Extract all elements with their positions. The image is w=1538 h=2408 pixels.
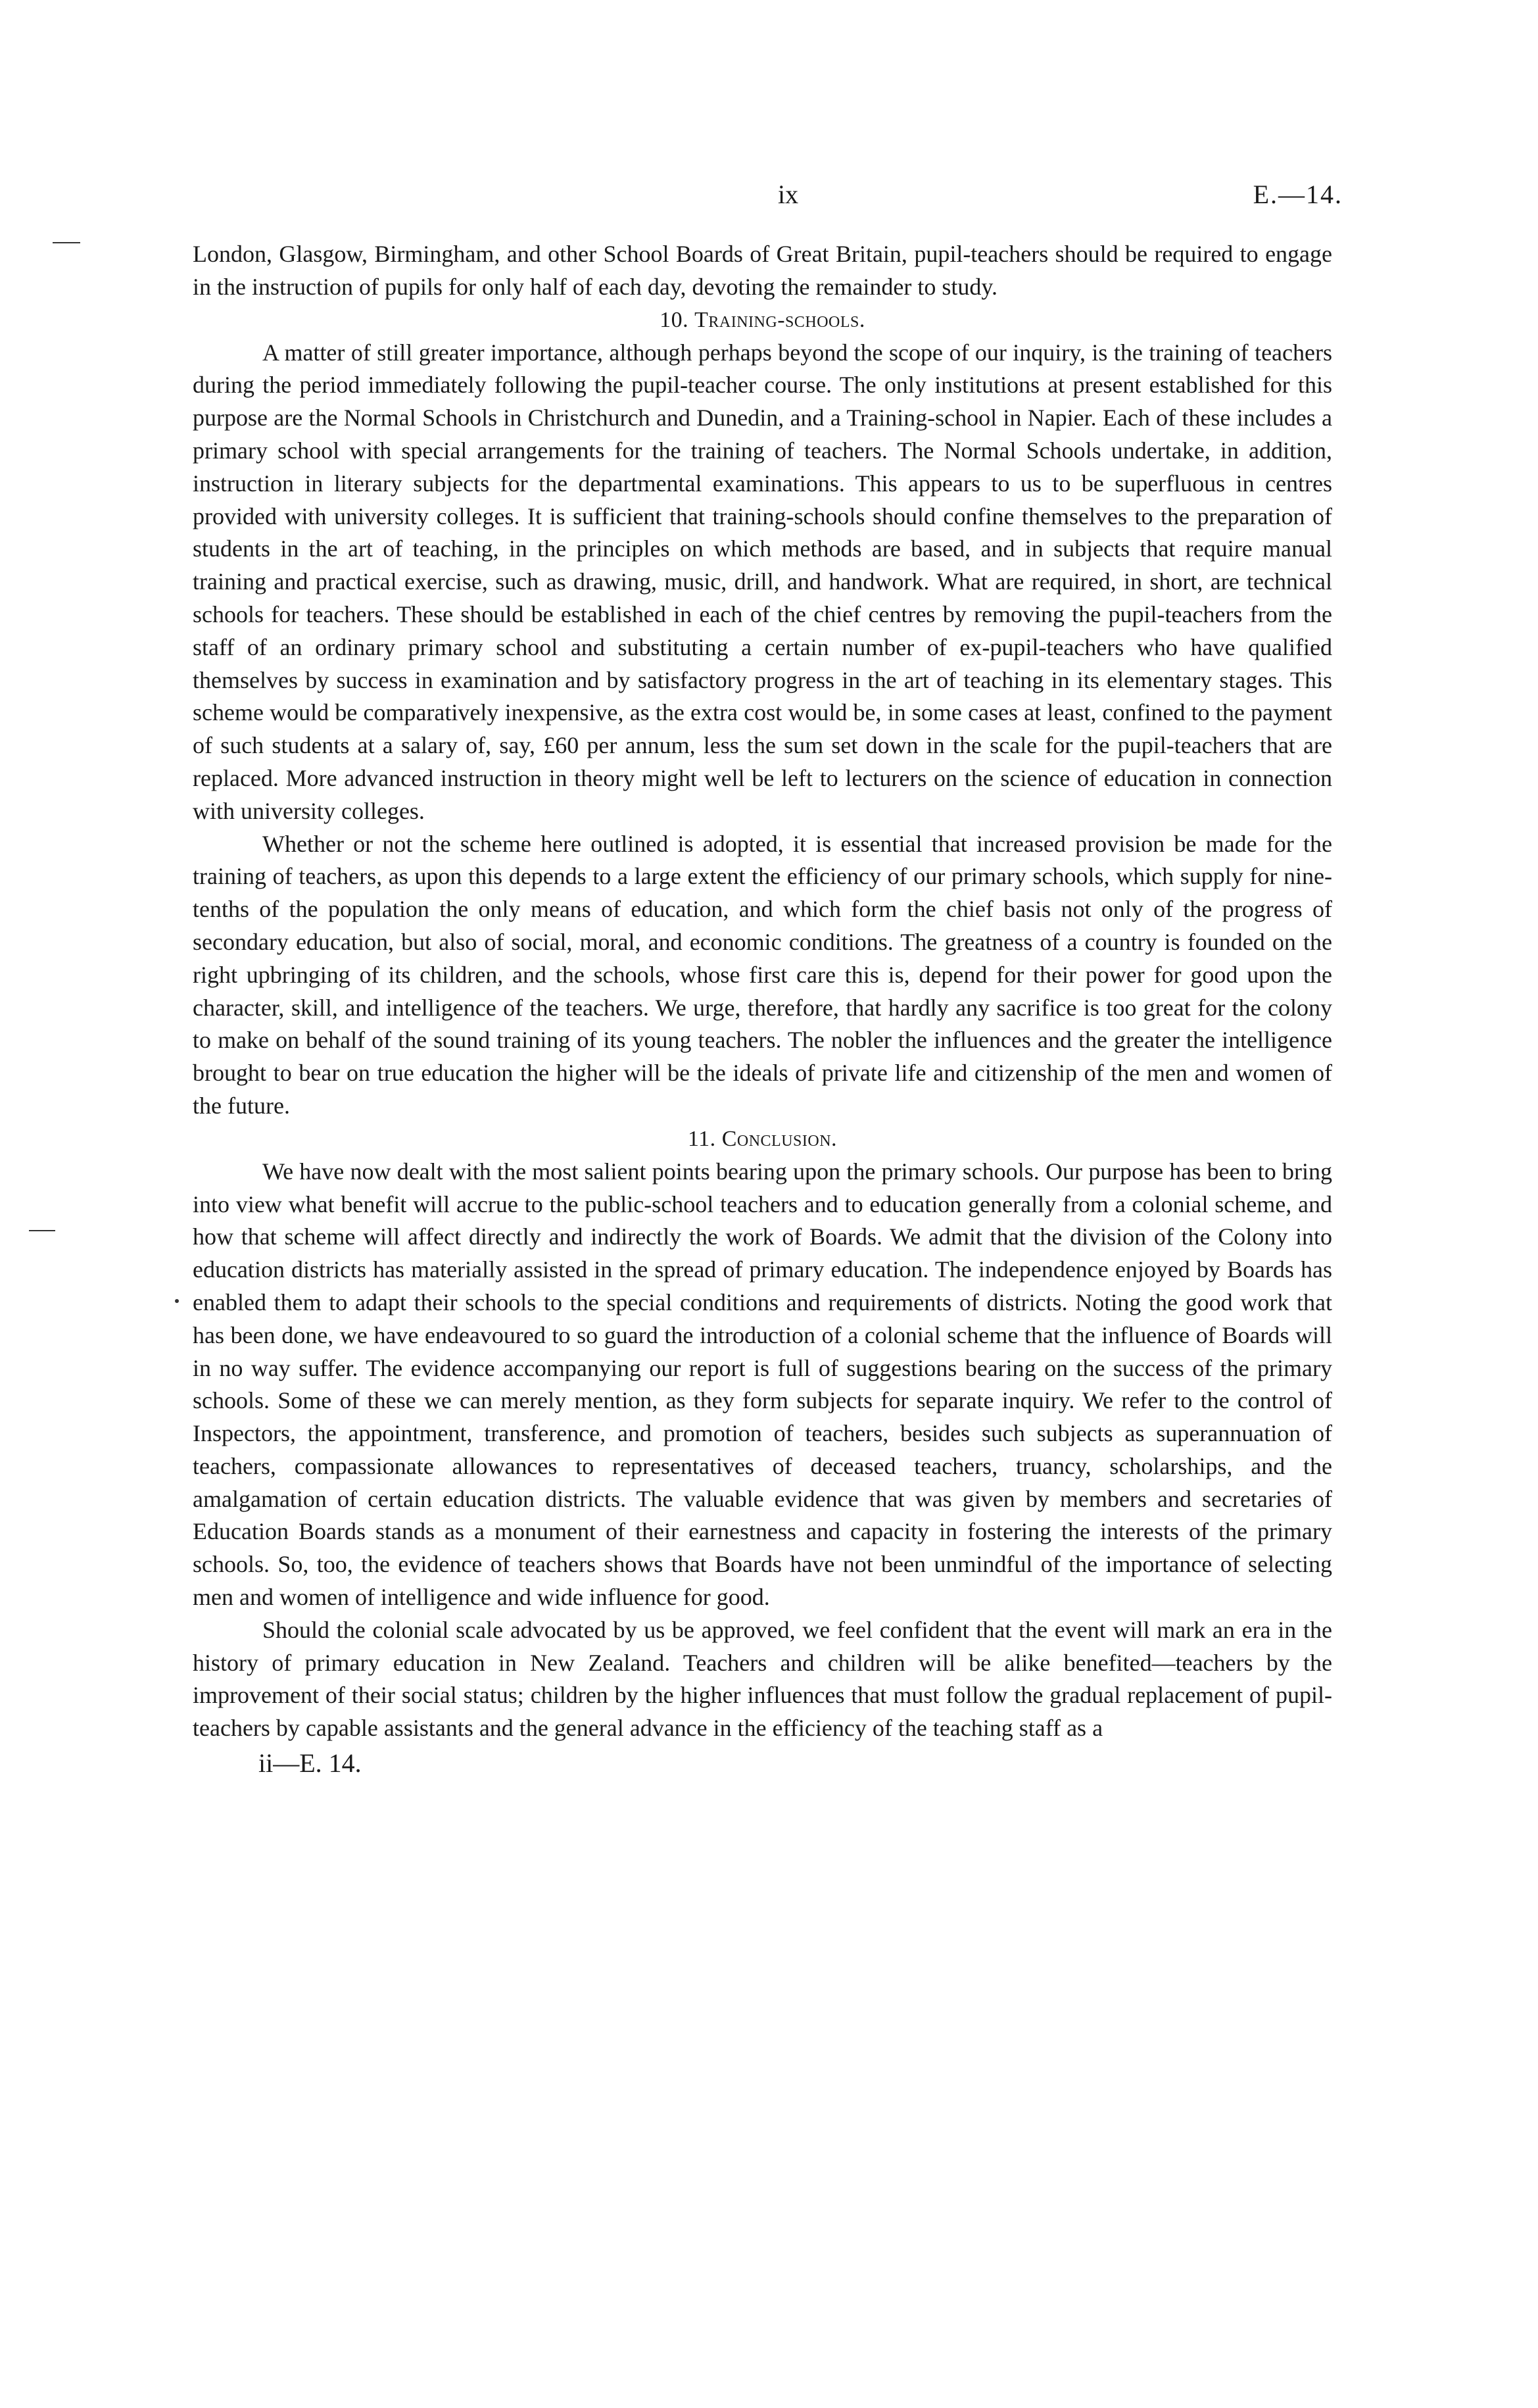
document-reference: E.—14. xyxy=(1253,180,1343,209)
margin-mark-middle xyxy=(29,1230,55,1231)
page-number: ix xyxy=(778,180,799,209)
section-number: 11. xyxy=(687,1126,716,1151)
paragraph-5: Should the colonial scale advocated by us be approved, we feel confident that the event will mark an era in the history of primary education in New Zealand. Teachers and children will be alike benefited—teachers by the improvement of their social status; children by the higher influences that must follow the gradual replacement of pupil-teachers by capable assistants and the general advance in the efficiency of the teaching staff as a xyxy=(193,1616,1332,1742)
section-number: 10. xyxy=(660,307,689,332)
section-title: Training-schools. xyxy=(694,307,865,332)
document-body xyxy=(193,238,1332,1781)
paragraph-2: A matter of still greater importance, although perhaps beyond the scope of our inquiry, is the training of teachers during the period immediately following the pupil-teacher course. The only institutions at present established for this purpose are the Normal Schools in Christchurch and Dunedin, and a Training-school in Napier. Each of these includes a primary school with special arrangements for the training of teachers. The Normal Schools undertake, in addition, instruction in literary subjects for the departmental examinations. This appears to us to be superfluous in centres provided with university colleges. It is sufficient that training-schools should confine themselves to the preparation of students in the art of teaching, in the principles on which methods are based, and in subjects that require manual training and practical exercise, such as drawing, music, drill, and handwork. What are required, in short, are technical schools for teachers. These should be established in each of the chief centres by removing the pupil-teachers from the staff of an ordinary primary school and substituting a certain number of ex-pupil-teachers who have qualified themselves by success in examination and by satisfactory progress in the art of teaching in its elementary stages. This scheme would be comparatively inexpensive, as the extra cost would be, in some cases at least, confined to the payment of such students at a salary of, say, £60 per annum, less the sum set down in the scale for the pupil-teachers that are replaced. More advanced instruction in theory might well be left to lecturers on the science of education in connection with university colleges. xyxy=(193,339,1332,824)
margin-mark-top xyxy=(53,242,80,243)
section-heading-conclusion xyxy=(193,1123,1332,1156)
signature-line: ii—E. 14. xyxy=(258,1748,362,1779)
section-title: Conclusion. xyxy=(721,1126,838,1151)
margin-dot xyxy=(175,1299,179,1303)
paragraph-1: London, Glasgow, Birmingham, and other School Boards of Great Britain, pupil-teachers should be required to engage in the instruction of pupils for only half of each day, devoting the remainder to study. xyxy=(193,241,1332,300)
paragraph-3: Whether or not the scheme here outlined is adopted, it is essential that increased provision be made for the training of teachers, as upon this depends to a large extent the efficiency of our primary schools, which supply for nine-tenths of the population the only means of education, and which form the chief basis not only of the progress of secondary education, but also of social, moral, and economic conditions. The greatness of a country is founded on the right upbringing of its children, and the schools, whose first care this is, depend for their power for good upon the character, skill, and intelligence of the teachers. We urge, therefore, that hardly any sacrifice is too great for the colony to make on behalf of the sound training of its young teachers. The nobler the influences and the greater the intelligence brought to bear on true education the higher will be the ideals of private life and citizenship of the men and women of the future. xyxy=(193,830,1332,1119)
paragraph-4: We have now dealt with the most salient points bearing upon the primary schools. Our purpose has been to bring into view what benefit will accrue to the public-school teachers and to education generally from a colonial scheme, and how that scheme will affect directly and indirectly the work of Boards. We admit that the division of the Colony into education districts has materially assisted in the spread of primary education. The independence enjoyed by Boards has enabled them to adapt their schools to the special conditions and requirements of districts. Noting the good work that has been done, we have endeavoured to so guard the introduction of a colonial scheme that the influence of Boards will in no way suffer. The evidence accompanying our report is full of suggestions bearing on the success of the primary schools. Some of these we can merely mention, as they form subjects for separate inquiry. We refer to the control of Inspectors, the appointment, transference, and promotion of teachers, besides such subjects as superannuation of teachers, compassionate allowances to representatives of deceased teachers, truancy, scholarships, and the amalgamation of certain education districts. The valuable evidence that was given by members and secretaries of Education Boards stands as a monument of their earnestness and capacity in fostering the interests of the primary schools. So, too, the evidence of teachers shows that Boards have not been unmindful of the importance of selecting men and women of intelligence and wide influence for good. xyxy=(193,1158,1332,1611)
section-heading-training xyxy=(193,304,1332,337)
